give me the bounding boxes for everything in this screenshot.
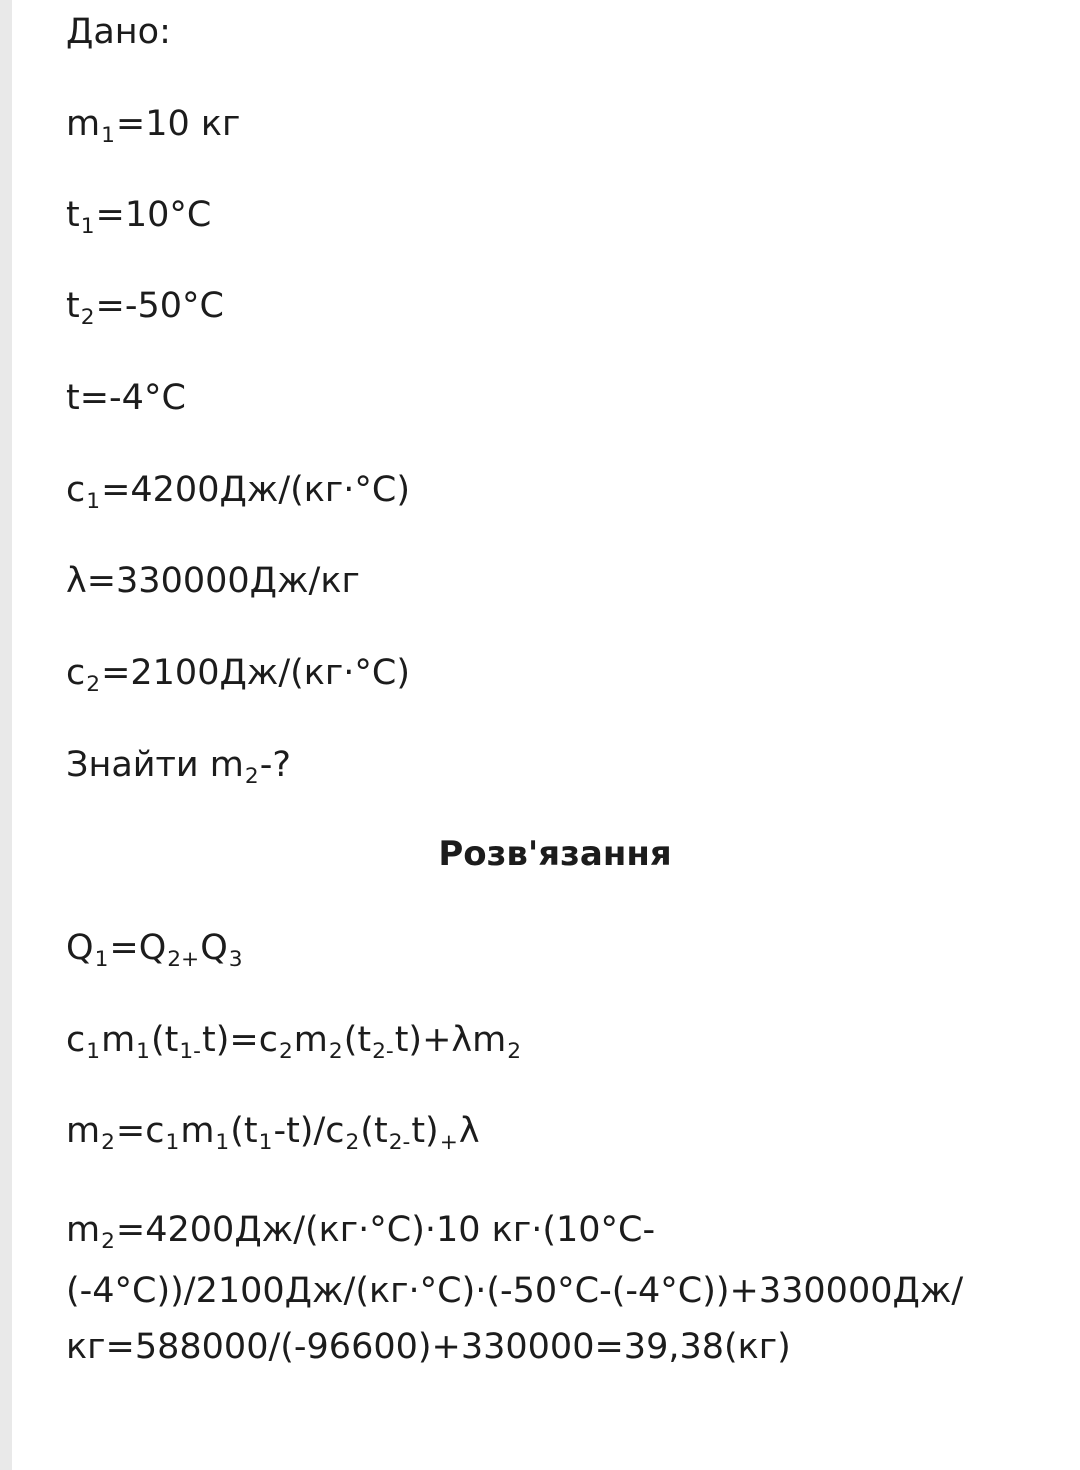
- find-line: Знайти m2-?: [66, 745, 291, 789]
- given-lambda: λ=330000Дж/кг: [66, 561, 360, 601]
- given-c1: c1=4200Дж/(кг·°C): [66, 470, 411, 514]
- calculation-paragraph: [66, 1202, 966, 1375]
- calculation-line-2: (-4°C))/2100Дж/(кг·°C)·(-50°C-(-4°C))+330000Дж/: [66, 1271, 964, 1311]
- left-edge-shadow: [0, 0, 12, 1470]
- given-m1: m1=10 кг: [66, 104, 241, 148]
- given-t2: t2=-50°C: [66, 286, 224, 330]
- given-c2: c2=2100Дж/(кг·°C): [66, 653, 411, 697]
- solution-title: Розв'язання: [438, 834, 672, 874]
- given-t: t=-4°C: [66, 378, 186, 418]
- equation-m2-formula: m2=c1m1(t1-t)/c2(t2-t)+λ: [66, 1111, 480, 1155]
- given-t1: t1=10°C: [66, 195, 212, 239]
- equation-expanded: c1m1(t1-t)=c2m2(t2-t)+λm2: [66, 1020, 522, 1064]
- equation-heat-balance: Q1=Q2+Q3: [66, 928, 243, 972]
- calculation-line-1: m2=4200Дж/(кг·°C)·10 кг·(10°C-: [66, 1210, 656, 1254]
- calculation-line-3: кг=588000/(-96600)+330000=39,38(кг): [66, 1327, 791, 1367]
- given-label: Дано:: [66, 12, 171, 52]
